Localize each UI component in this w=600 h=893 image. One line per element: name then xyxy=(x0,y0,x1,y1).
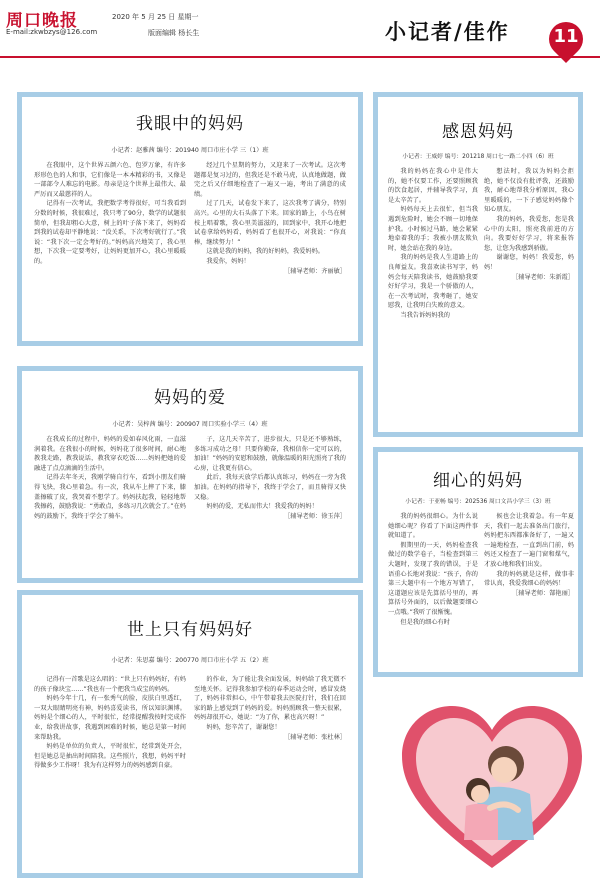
paragraph: 我的妈妈在我心中是伟大的，她不仅要工作，还要照顾我的饮食起居，并辅导我学习，真是太辛苦了。 xyxy=(388,168,478,204)
article-mothers-love xyxy=(17,366,363,583)
article-title: 我眼中的妈妈 xyxy=(136,114,244,134)
mother-child-heart-illustration xyxy=(394,690,590,886)
section-title: 小记者/佳作 xyxy=(385,19,510,44)
teacher-credit: ［辅导老师：张杜林］ xyxy=(284,733,346,741)
article-byline: 小记者：朱思嘉 编号：200770 周口市庄小学 五（2）班 xyxy=(111,657,269,664)
paragraph: 妈妈今年十几，有一张秀气的脸，皮肤白里透红，一双大眼睛明亮有神，妈妈喜爱读书，所以知识渊博。妈妈是个细心的人，平时很忙，经常提醒我按时完成作业，给我讲故事，我遇到困难的时候，她总是第一时间来帮助我。 xyxy=(34,695,186,741)
article-byline: 小记者：于亚畅 编号：202536 周口文昌小学三（3）班 xyxy=(405,499,551,505)
article-title: 感恩妈妈 xyxy=(442,122,514,142)
paragraph: 妈妈，您辛苦了，谢谢您！ xyxy=(206,723,281,731)
paragraph: 谢谢您，妈妈！我爱您，妈妈！ xyxy=(484,254,574,271)
paragraph: 过了几天，试卷发下来了，这次我考了满分，特别高兴。心里的大石头落了下来。回家的路上，小鸟在树枝上唱着歌，我心里美滋滋的，回到家中，我开心地把试卷拿给妈妈看，妈妈看了也很开心，对我说：“你真棒，继续努力！” xyxy=(194,200,346,246)
article-column-left xyxy=(34,675,186,869)
teacher-credit: ［辅导老师：郜艳丽］ xyxy=(512,589,574,597)
paragraph: 我的妈妈很细心。为什么说她细心呢？你看了下面这两件事就知道了。 xyxy=(388,513,478,540)
article-column-left xyxy=(388,167,478,429)
article-column-left xyxy=(34,435,186,575)
article-thank-mother xyxy=(373,92,583,437)
article-column-right xyxy=(194,161,346,337)
paragraph: 想法时，我以为妈妈会拒绝，她不仅没有批评我，还鼓励我，耐心地帮我分析原因，我心里暖暖的，一下子感觉妈妈像个知心朋友。 xyxy=(484,168,574,214)
article-byline: 小记者：王威婷 编号：201218 周口七一路二小四（6）班 xyxy=(402,154,554,160)
paragraph: 记得去年冬天，我刚学骑自行车，看到小朋友们骑得飞快，我心里着急。有一次，我从车上摔了下来，膝盖擦破了皮，我哭着不想学了。妈妈扶起我，轻轻地帮我擦药，鼓励我说：“勇敢点，多练习几次就会了。”在妈妈的鼓励下，我终于学会了骑车。 xyxy=(34,474,186,520)
teacher-credit: ［辅导老师：朱新霞］ xyxy=(512,273,574,281)
paragraph: 记得有一次考试，我把数学考得很好，可当我看到分数的时候，我很难过，我只考了90分，数学的试题很简单，但我却粗心大意，树上的叶子落下来了，妈妈看到我的试卷却平静地说：“没关系，下次考好就行了。”我说：“我下次一定会考好的。”妈妈高兴地笑了，我心里想，下次我一定要考好，让妈妈更加开心，我心里暖暖的。 xyxy=(34,200,186,265)
paragraph: 在我眼中，这个世界五颜六色、包罗万象，有许多形形色色的人和事，它们像是一本本精彩的书，又像是一部部令人难忘的电影。母亲是这个世界上最伟大、最严厉而又最慈祥的人。 xyxy=(34,162,186,198)
paragraph: 妈妈的爱，无私而伟大！我爱我的妈妈！ xyxy=(206,503,318,511)
article-my-mother xyxy=(17,92,363,346)
paragraph: 在我成长的过程中，妈妈的爱如春风化雨，一直滋润着我。在我很小的时候，妈妈花了很多时间，耐心地教我走路，教我说话，教我穿衣吃饭……妈妈把她的爱融进了点点滴滴的生活中。 xyxy=(34,436,186,472)
paragraph: 当我告诉妈妈我的 xyxy=(400,311,450,319)
article-title: 世上只有妈妈好 xyxy=(127,620,253,640)
article-title: 细心的妈妈 xyxy=(433,471,523,491)
paragraph: 子，这几天辛苦了，进步很大，只是还不够熟练，多练习成功之母！只要你勤奋，我相信你一定可以的，加油！”妈妈的安慰和鼓励，就像温暖的阳光照亮了我的心房，让我更有信心。 xyxy=(194,436,346,472)
teacher-credit: ［辅导老师：齐丽敏］ xyxy=(284,267,346,275)
paragraph: 的作业，为了能让我全面发展，妈妈给了我无微不至地关怀。记得我参加学校的春季运动会时，感冒发烧了，妈妈非常担心，中午带着我去医院打针，我们在回家的路上感觉到了妈妈的爱。妈妈照顾我一整天很累，妈妈却很开心，她说：“为了你，累也高兴呀！” xyxy=(194,676,346,722)
page-editor: 版面编辑 杨长生 xyxy=(148,29,200,37)
paragraph: 这就是我的妈妈，我的好妈妈，我爱妈妈。 xyxy=(206,248,324,256)
paragraph: 我的妈妈是我人生道路上的良师益友。我喜欢读书写字，妈妈会每天陪我读书，她鼓励我要好好学习，我是一个骄傲的人，在一次考试时，我考砸了，她安慰我，让我明白失败的意义。 xyxy=(388,254,478,310)
article-only-mother-is-good xyxy=(17,590,363,878)
newspaper-logo: 周口晚报 xyxy=(6,11,78,31)
article-careful-mother xyxy=(373,447,583,677)
paragraph: 候也会让我着急。有一年夏天，我们一起去准备出门旅行，妈妈把东西都准备好了，一遍又一遍地检查，一直到出门前，妈妈还又检查了一遍门窗和煤气，才放心地和我们出发。 xyxy=(484,513,574,568)
paragraph: 妈妈是单位的负责人，平时很忙，经常到处开会，但是她总是抽出时间陪我。这些照片，我想，妈妈平时得做多少工作呀！我为有这样努力的妈妈感到自豪。 xyxy=(34,743,186,770)
article-byline: 小记者：吴梓茜 编号：200907 周口实验小学三（4）班 xyxy=(112,421,268,428)
paragraph: 假期里的一天，妈妈检查我做过的数学卷子，当检查到第三大题时，发现了我的错误，于是语重心长地对我说：“孩子，你的第三大题中有一个地方写错了，这道题应该是先算括号里的，再算括号外面的，以后做题要细心一点哦。”我听了很惭愧。 xyxy=(388,541,478,616)
article-column-left xyxy=(388,512,478,672)
paragraph: 但是我的细心有时 xyxy=(400,618,450,626)
paragraph: 经过几个星期的努力，又迎来了一次考试。这次考题都是复习过的，但我还是不敢马虎，认真地做题，做完之后又仔细地检查了一遍又一遍，考出了满意的成绩。 xyxy=(194,162,346,198)
article-column-right xyxy=(194,675,346,869)
heart-icon xyxy=(394,690,590,886)
paragraph: 妈妈每天上去很忙，但当我遇到危险时，她会不顾一切地保护我。小时候过马路，她会紧紧地牵着我的手；我被小朋友欺负时，她会站在我的身边。 xyxy=(388,206,478,252)
issue-date: 2020 年 5 月 25 日 星期一 xyxy=(112,13,199,21)
paragraph: 此后，我每天放学后都认真练习，妈妈在一旁为我加油。在妈妈的指导下，我终于学会了，而且骑得又快又稳。 xyxy=(194,474,346,501)
paragraph: 我的妈妈，我爱您，您是我心中的太阳，照亮我前进的方向。我要好好学习，将来报答您，让您为我感到骄傲。 xyxy=(484,215,574,252)
teacher-credit: ［辅导老师：徐玉萍］ xyxy=(284,512,346,520)
article-column-right xyxy=(484,512,574,672)
paragraph: 我的妈妈就是这样，做事非常认真，我爱我细心的妈妈！ xyxy=(484,570,574,588)
article-column-left xyxy=(34,161,186,337)
article-column-right xyxy=(484,167,574,429)
paragraph: 记得有一首歌是这么唱的：“世上只有妈妈好，有妈的孩子像块宝……”我也有一个把我当成宝的妈妈。 xyxy=(34,676,186,693)
article-title: 妈妈的爱 xyxy=(154,388,226,408)
article-byline: 小记者：赵雅茜 编号：201940 周口市庄小学 三（1）班 xyxy=(111,147,269,154)
page-number: 11 xyxy=(553,26,579,47)
article-column-right xyxy=(194,435,346,575)
header-divider xyxy=(0,56,600,58)
paragraph: 我爱你，妈妈！ xyxy=(206,257,250,265)
contact-email: E-mail:zkwbzys@126.com xyxy=(6,28,98,36)
